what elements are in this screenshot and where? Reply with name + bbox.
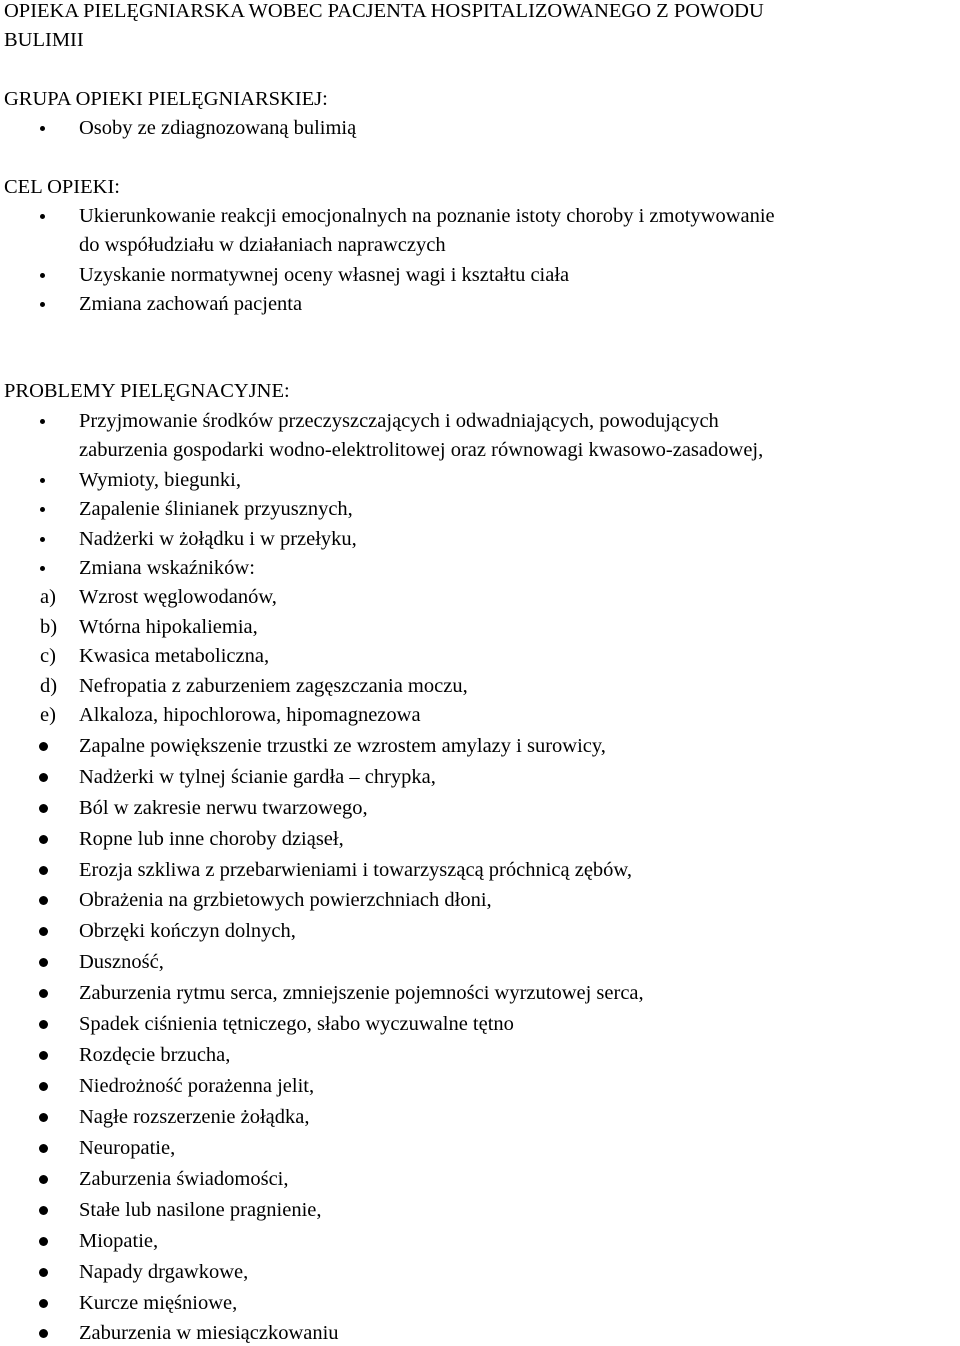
goal-heading: CEL OPIEKI: — [4, 176, 120, 198]
bullet-icon — [39, 989, 48, 998]
list-item-text: Wzrost węglowodanów, — [79, 586, 277, 608]
list-item-text: Alkaloza, hipochlorowa, hipomagnezowa — [79, 704, 421, 726]
list-letter: d) — [40, 675, 58, 697]
bullet-icon — [39, 835, 48, 844]
bullet-icon — [39, 1329, 48, 1338]
list-item-text: Duszność, — [79, 951, 164, 973]
bullet-icon — [39, 896, 48, 905]
list-item-text: Wtórna hipokaliemia, — [79, 616, 258, 638]
list-item-text: Zapalenie ślinianek przyusznych, — [79, 498, 353, 520]
bullet-icon — [39, 1175, 48, 1184]
bullet-icon — [39, 804, 48, 813]
bullet-icon — [39, 1051, 48, 1060]
bullet-icon — [40, 478, 45, 483]
bullet-icon — [39, 1082, 48, 1091]
list-item-text: Wymioty, biegunki, — [79, 469, 241, 491]
list-item-text: Neuropatie, — [79, 1137, 176, 1159]
list-item-text: Ukierunkowanie reakcji emocjonalnych na poznanie istoty choroby i zmotywowanie — [79, 205, 775, 227]
list-item-text: Zaburzenia w miesiączkowaniu — [79, 1322, 339, 1344]
bullet-icon — [40, 214, 45, 219]
list-item-text: Zmiana wskaźników: — [79, 557, 255, 579]
bullet-icon — [40, 273, 45, 278]
list-item-text: Napady drgawkowe, — [79, 1261, 249, 1283]
problems-heading: PROBLEMY PIELĘGNACYJNE: — [4, 380, 290, 402]
bullet-icon — [40, 566, 45, 571]
list-item-text: Nadżerki w żołądku i w przełyku, — [79, 528, 357, 550]
bullet-icon — [39, 866, 48, 875]
bullet-icon — [39, 1299, 48, 1308]
bullet-icon — [40, 507, 45, 512]
bullet-icon — [39, 742, 48, 751]
bullet-icon — [40, 537, 45, 542]
list-item-text: Stałe lub nasilone pragnienie, — [79, 1199, 322, 1221]
list-letter: c) — [40, 645, 56, 667]
bullet-icon — [39, 1237, 48, 1246]
bullet-icon — [39, 773, 48, 782]
bullet-icon — [40, 302, 45, 307]
list-item-text: Kwasica metaboliczna, — [79, 645, 270, 667]
list-letter: b) — [40, 616, 58, 638]
list-item-text: Przyjmowanie środków przeczyszczających i odwadniających, powodujących — [79, 410, 719, 432]
list-letter: a) — [40, 586, 56, 608]
bullet-icon — [39, 1020, 48, 1029]
list-item-text: Miopatie, — [79, 1230, 159, 1252]
list-item-text: Ból w zakresie nerwu twarzowego, — [79, 797, 368, 819]
list-item-text: Zaburzenia rytmu serca, zmniejszenie pojemności wyrzutowej serca, — [79, 982, 644, 1004]
list-item-text: Nefropatia z zaburzeniem zagęszczania moczu, — [79, 675, 468, 697]
list-item-text: Nadżerki w tylnej ścianie gardła – chrypka, — [79, 766, 436, 788]
bullet-icon — [39, 927, 48, 936]
bullet-icon — [39, 1113, 48, 1122]
bullet-icon — [40, 419, 45, 424]
bullet-icon — [39, 1206, 48, 1215]
list-item-text: Osoby ze zdiagnozowaną bulimią — [79, 117, 357, 139]
list-item-text: Spadek ciśnienia tętniczego, słabo wyczuwalne tętno — [79, 1013, 514, 1035]
list-letter: e) — [40, 704, 56, 726]
list-item-text: Zapalne powiększenie trzustki ze wzrostem amylazy i surowicy, — [79, 735, 606, 757]
list-item-text: Uzyskanie normatywnej oceny własnej wagi i kształtu ciała — [79, 264, 570, 286]
list-item-text: Erozja szkliwa z przebarwieniami i towarzyszącą próchnicą zębów, — [79, 859, 633, 881]
document-title-line-2: BULIMII — [4, 29, 84, 51]
bullet-icon — [39, 1268, 48, 1277]
list-item-text: Zaburzenia świadomości, — [79, 1168, 289, 1190]
list-item-continuation: zaburzenia gospodarki wodno-elektrolitowej oraz równowagi kwasowo-zasadowej, — [79, 439, 764, 461]
list-item-text: Kurcze mięśniowe, — [79, 1292, 238, 1314]
bullet-icon — [39, 1144, 48, 1153]
list-item-text: Obrzęki kończyn dolnych, — [79, 920, 296, 942]
list-item-text: Rozdęcie brzucha, — [79, 1044, 231, 1066]
document-title-line-1: OPIEKA PIELĘGNIARSKA WOBEC PACJENTA HOSPITALIZOWANEGO Z POWODU — [4, 0, 764, 22]
bullet-icon — [40, 126, 45, 131]
group-heading: GRUPA OPIEKI PIELĘGNIARSKIEJ: — [4, 88, 328, 110]
list-item-text: Ropne lub inne choroby dziąseł, — [79, 828, 344, 850]
list-item-text: Obrażenia na grzbietowych powierzchniach dłoni, — [79, 889, 492, 911]
bullet-icon — [39, 958, 48, 967]
list-item-text: Zmiana zachowań pacjenta — [79, 293, 303, 315]
list-item-text: Nagłe rozszerzenie żołądka, — [79, 1106, 310, 1128]
list-item-continuation: do współudziału w działaniach naprawczych — [79, 234, 446, 256]
list-item-text: Niedrożność porażenna jelit, — [79, 1075, 315, 1097]
